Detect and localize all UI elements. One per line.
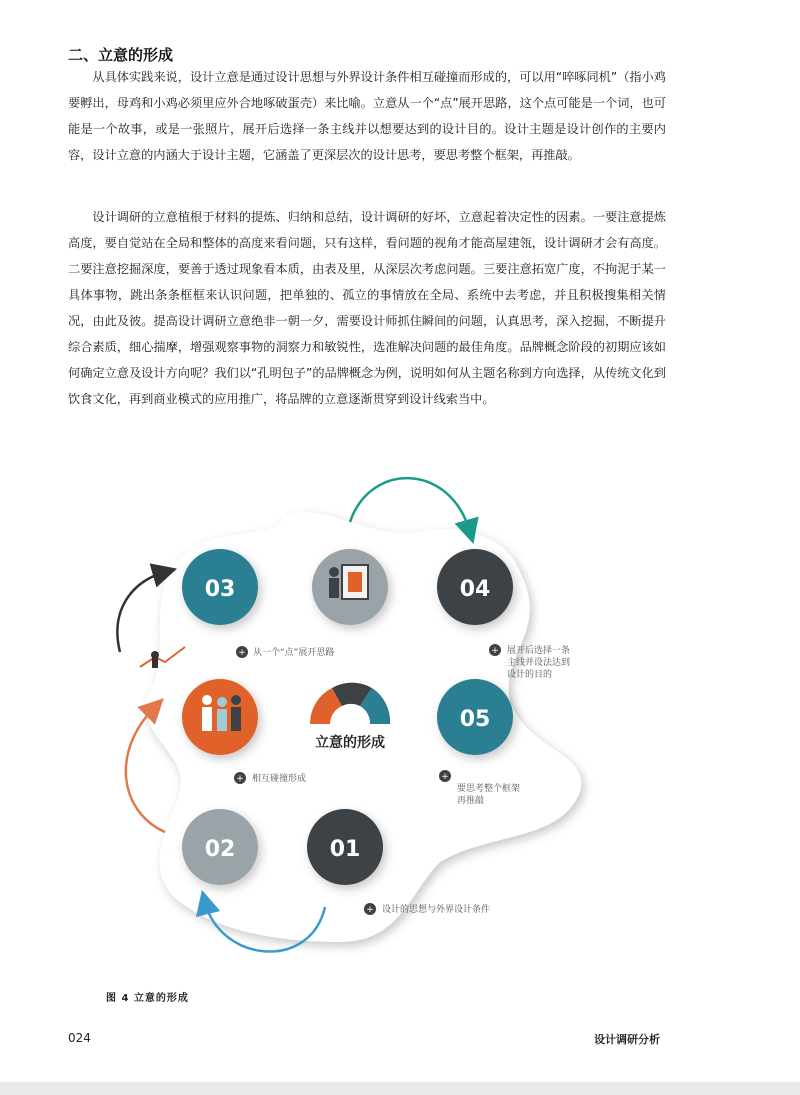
concept-diagram <box>110 462 610 982</box>
svg-text:再推敲: 再推敲 <box>457 796 485 806</box>
presentation-icon-node <box>312 549 388 625</box>
svg-text:+: + <box>238 648 246 658</box>
svg-text:设计的思想与外界设计条件: 设计的思想与外界设计条件 <box>382 905 491 915</box>
node-02 <box>182 809 258 885</box>
paragraph-2: 设计调研的立意植根于材料的提炼、归纳和总结，设计调研的好坏，立意起着决定性的因素。一要注意提炼高度，要自觉站在全局和整体的高度来看问题，只有这样，看问题的视角才能高屋建瓴，设计调研才会有高度。二要注意挖掘深度，要善于透过现象看本质，由表及里，从深层次考虑问题。三要注意拓宽广度，不拘泥于某一具体事物，跳出条条框框来认识问题，把单独的、孤立的事情放在全局、系统中去考虑，并且积极搜集相关情况，由此及彼。提高设计调研立意绝非一朝一夕，需要设计师抓住瞬间的问题，认真思考，深入挖掘，不断提升综合素质，细心揣摩，增强观察事物的洞察力和敏锐性，选准解决问题的最佳角度。品牌概念阶段的初期应该如何确定立意及设计方向呢？我们以“孔明包子”的品牌概念为例，说明如何从主题名称到方向选择，从传统文化到饮食文化，再到商业模式的应用推广，将品牌的立意逐渐贯穿到设计线索当中。 <box>68 210 666 406</box>
section-heading: 二、立意的形成 <box>68 46 174 64</box>
node-number-05: 05 <box>459 707 491 732</box>
node-number-02: 02 <box>204 837 236 862</box>
svg-text:+: + <box>366 905 374 915</box>
node-number-03: 03 <box>204 577 236 602</box>
svg-text:从一个“点”展开思路: 从一个“点”展开思路 <box>253 648 335 658</box>
node-01 <box>307 809 383 885</box>
node-number-01: 01 <box>329 837 361 862</box>
svg-text:展开后选择一条: 展开后选择一条 <box>507 646 571 656</box>
svg-text:主线并设法达到: 主线并设法达到 <box>507 658 571 668</box>
book-title: 设计调研分析 <box>594 1033 660 1046</box>
node-03 <box>182 549 258 625</box>
paragraph-1: 从具体实践来说，设计立意是通过设计思想与外界设计条件相互碰撞而形成的，可以用“啐啄同机”（指小鸡要孵出，母鸡和小鸡必须里应外合地啄破蛋壳）来比喻。立意从一个“点”展开思路，这个点可能是一个词，也可能是一个故事，或是一张照片，展开后选择一条主线并以想要达到的设计目的。设计主题是设计创作的主要内容，设计立意的内涵大于设计主题，它涵盖了更深层次的设计思考，要思考整个框架，再推敲。 <box>68 70 666 162</box>
svg-text:设计的目的: 设计的目的 <box>507 670 553 680</box>
diagram-svg <box>110 462 610 982</box>
node-number-04: 04 <box>459 577 491 602</box>
caption-01 <box>364 903 490 915</box>
figure-caption: 图 4 立意的形成 <box>106 993 189 1004</box>
node-05 <box>437 679 513 755</box>
people-icon-node <box>182 679 258 755</box>
arrow-dark-left <box>117 572 165 652</box>
node-04 <box>437 549 513 625</box>
svg-text:+: + <box>491 646 499 656</box>
center-title: 立意的形成 <box>315 735 385 751</box>
svg-text:+: + <box>441 772 449 782</box>
svg-text:要思考整个框架: 要思考整个框架 <box>457 784 521 794</box>
arrow-teal-top <box>350 478 470 532</box>
svg-text:+: + <box>236 774 244 784</box>
svg-text:相互碰撞形成: 相互碰撞形成 <box>252 774 307 784</box>
page-number: 024 <box>68 1031 91 1045</box>
